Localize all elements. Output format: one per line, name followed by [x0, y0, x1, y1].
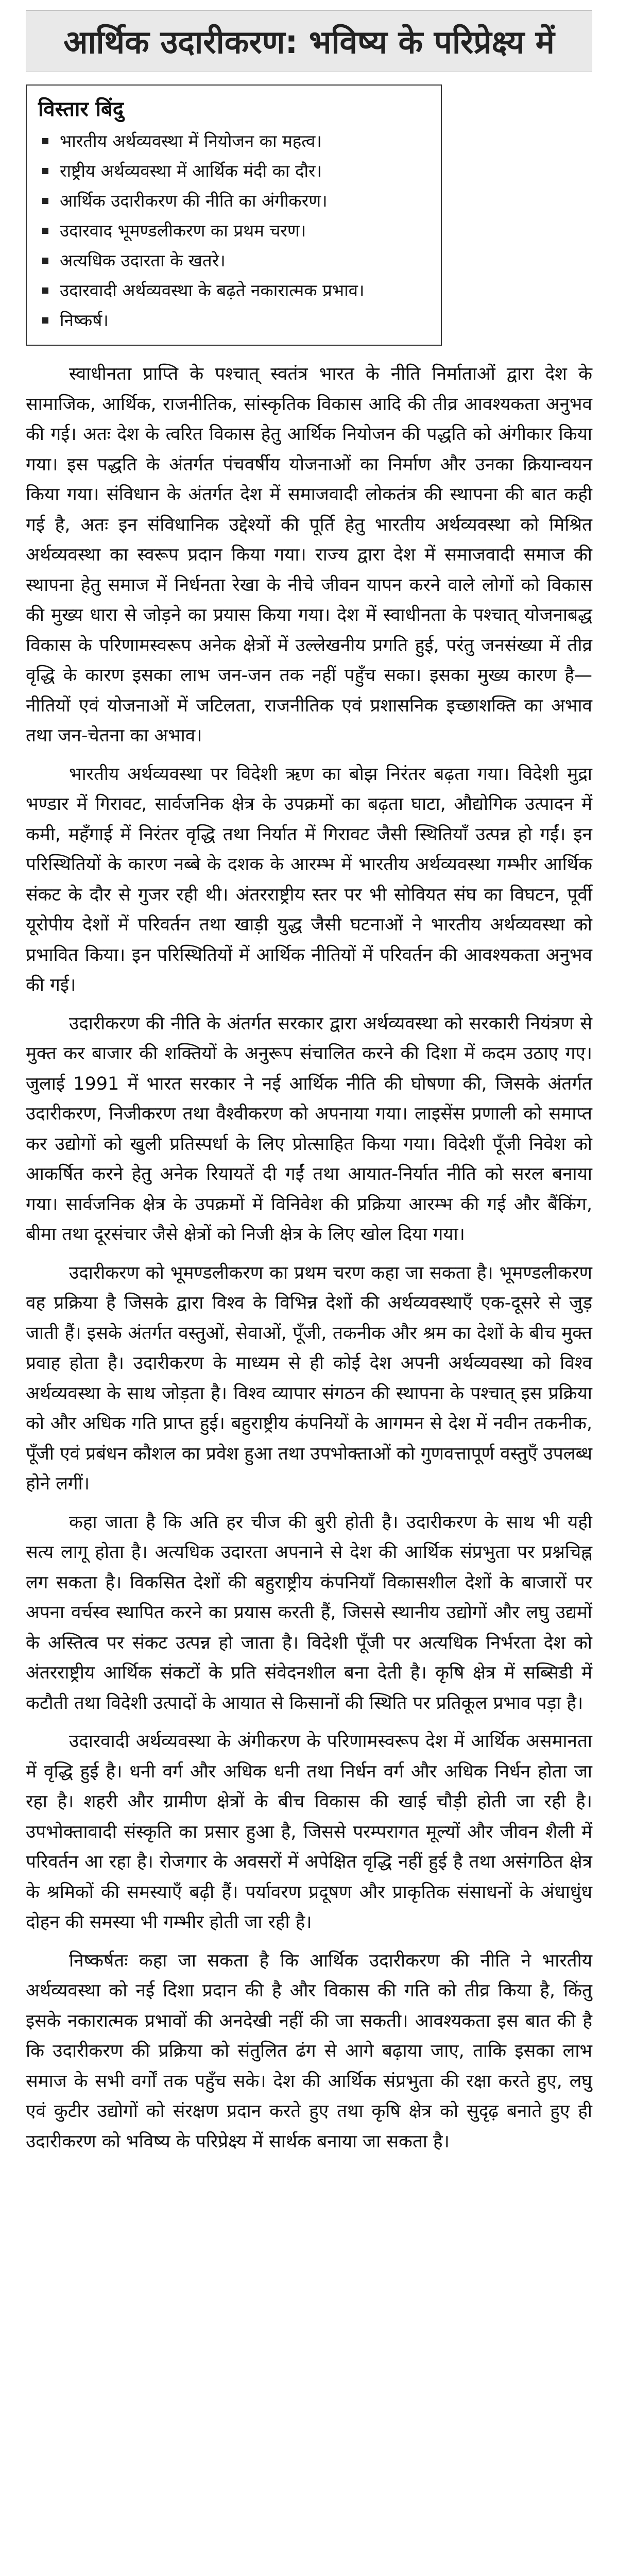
square-bullet-icon — [42, 287, 48, 294]
outline-item — [38, 276, 430, 306]
outline-item-text: उदारवादी अर्थव्यवस्था के बढ़ते नकारात्मक प्रभाव। — [60, 280, 365, 300]
outline-item-text: आर्थिक उदारीकरण की नीति का अंगीकरण। — [60, 191, 328, 211]
square-bullet-icon — [42, 138, 48, 144]
square-bullet-icon — [42, 168, 48, 174]
essay-body — [26, 359, 592, 2157]
paragraph: भारतीय अर्थव्यवस्था पर विदेशी ऋण का बोझ निरंतर बढ़ता गया। विदेशी मुद्रा भण्डार में गिरावट, सार्वजनिक क्षेत्र के उपक्रमों का बढ़ता घाटा, औद्योगिक उत्पादन में कमी, महँगाई में निरंतर वृद्धि तथा निर्यात में गिरावट जैसी स्थितियाँ उत्पन्न हो गईं। इन परिस्थितियों के कारण नब्बे के दशक के आरम्भ में भारतीय अर्थव्यवस्था गम्भीर आर्थिक संकट के दौर से गुजर रही थी। अंतरराष्ट्रीय स्तर पर भी सोवियत संघ का विघटन, पूर्वी यूरोपीय देशों में परिवर्तन तथा खाड़ी युद्ध जैसी घटनाओं ने भारतीय अर्थव्यवस्था को प्रभावित किया। इन परिस्थितियों में आर्थिक नीतियों में परिवर्तन की आवश्यकता अनुभव की गई। — [26, 764, 593, 995]
square-bullet-icon — [42, 317, 48, 324]
paragraph: कहा जाता है कि अति हर चीज की बुरी होती है। उदारीकरण के साथ भी यही सत्य लागू होता है। अत्यधिक उदारता अपनाने से देश की आर्थिक संप्रभुता पर प्रश्नचिह्न लग सकता है। विकसित देशों की बहुराष्ट्रीय कंपनियाँ विकासशील देशों के बाजारों पर अपना वर्चस्व स्थापित करने का प्रयास करती हैं, जिससे स्थानीय उद्योगों और लघु उद्यमों के अस्तित्व पर संकट उत्पन्न हो जाता है। विदेशी पूँजी पर अत्यधिक निर्भरता देश को अंतरराष्ट्रीय आर्थिक संकटों के प्रति संवेदनशील बना देती है। कृषि क्षेत्र में सब्सिडी में कटौती तथा विदेशी उत्पादों के आयात से किसानों की स्थिति पर प्रतिकूल प्रभाव पड़ा है। — [26, 1512, 592, 1714]
square-bullet-icon — [42, 258, 48, 264]
paragraph: स्वाधीनता प्राप्ति के पश्चात् स्वतंत्र भारत के नीति निर्माताओं द्वारा देश के सामाजिक, आर्थिक, राजनीतिक, सांस्कृतिक विकास आदि की तीव्र आवश्यकता अनुभव की गई। अतः देश के त्वरित विकास हेतु आर्थिक नियोजन की पद्धति को अंगीकार किया गया। इस पद्धति के अंतर्गत पंचवर्षीय योजनाओं का निर्माण और उनका क्रियान्वयन किया गया। संविधान के अंतर्गत देश में समाजवादी लोकतंत्र की स्थापना की बात कही गई है, अतः इन संविधानिक उद्देश्यों की पूर्ति हेतु भारतीय अर्थव्यवस्था को मिश्रित अर्थव्यवस्था का स्वरूप प्रदान किया गया। राज्य द्वारा देश में समाजवादी समाज की स्थापना हेतु समाज में निर्धनता रेखा के नीचे जीवन यापन करने वाले लोगों को विकास की मुख्य धारा से जोड़ने का प्रयास किया गया। देश में स्वाधीनता के पश्चात् योजनाबद्ध विकास के परिणामस्वरूप अनेक क्षेत्रों में उल्लेखनीय प्रगति हुई, परंतु जनसंख्या में तीव्र वृद्धि के कारण इसका लाभ जन-जन तक नहीं पहुँच सका। इसका मुख्य कारण है—नीतियों एवं योजनाओं में जटिलता, राजनीतिक एवं प्रशासनिक इच्छाशक्ति का अभाव तथा जन-चेतना का अभाव। — [26, 364, 592, 746]
square-bullet-icon — [42, 198, 48, 204]
outline-item-text: राष्ट्रीय अर्थव्यवस्था में आर्थिक मंदी का दौर। — [60, 161, 322, 181]
outline-box — [26, 84, 442, 346]
title-banner — [26, 10, 592, 72]
paragraph: उदारीकरण की नीति के अंतर्गत सरकार द्वारा अर्थव्यवस्था को सरकारी नियंत्रण से मुक्त कर बाजार की शक्तियों के अनुरूप संचालित करने की दिशा में कदम उठाए गए। जुलाई 1991 में भारत सरकार ने नई आर्थिक नीति की घोषणा की, जिसके अंतर्गत उदारीकरण, निजीकरण तथा वैश्वीकरण को अपनाया गया। लाइसेंस प्रणाली को समाप्त कर उद्योगों को खुली प्रतिस्पर्धा के लिए प्रोत्साहित किया गया। विदेशी पूँजी निवेश को आकर्षित करने हेतु अनेक रियायतें दी गईं तथा आयात-निर्यात नीति को सरल बनाया गया। सार्वजनिक क्षेत्र के उपक्रमों में विनिवेश की प्रक्रिया आरम्भ की गई और बैंकिंग, बीमा तथा दूरसंचार जैसे क्षेत्रों को निजी क्षेत्र के लिए खोल दिया गया। — [26, 1013, 592, 1245]
outline-item — [38, 186, 430, 216]
outline-heading: विस्तार बिंदु — [38, 97, 124, 121]
outline-item — [38, 306, 430, 335]
outline-list — [38, 126, 430, 335]
page-title: आर्थिक उदारीकरण: भविष्य के परिप्रेक्ष्य में — [63, 23, 555, 61]
outline-item-text: उदारवाद भूमण्डलीकरण का प्रथम चरण। — [60, 221, 306, 241]
paragraph: उदारीकरण को भूमण्डलीकरण का प्रथम चरण कहा जा सकता है। भूमण्डलीकरण वह प्रक्रिया है जिसके द्वारा विश्व के विभिन्न देशों की अर्थव्यवस्थाएँ एक-दूसरे से जुड़ जाती हैं। इसके अंतर्गत वस्तुओं, सेवाओं, पूँजी, तकनीक और श्रम का देशों के बीच मुक्त प्रवाह होता है। उदारीकरण के माध्यम से ही कोई देश अपनी अर्थव्यवस्था को विश्व अर्थव्यवस्था के साथ जोड़ता है। विश्व व्यापार संगठन की स्थापना के पश्चात् इस प्रक्रिया को और अधिक गति प्राप्त हुई। बहुराष्ट्रीय कंपनियों के आगमन से देश में नवीन तकनीक, पूँजी एवं प्रबंधन कौशल का प्रवेश हुआ तथा उपभोक्ताओं को गुणवत्तापूर्ण वस्तुएँ उपलब्ध होने लगीं। — [26, 1262, 592, 1494]
outline-item-text: भारतीय अर्थव्यवस्था में नियोजन का महत्व। — [60, 131, 322, 151]
outline-item — [38, 126, 430, 156]
outline-item — [38, 246, 430, 276]
paragraph: उदारवादी अर्थव्यवस्था के अंगीकरण के परिणामस्वरूप देश में आर्थिक असमानता में वृद्धि हुई है। धनी वर्ग और अधिक धनी तथा निर्धन वर्ग और अधिक निर्धन होता जा रहा है। शहरी और ग्रामीण क्षेत्रों के बीच विकास की खाई चौड़ी होती जा रही है। उपभोक्तावादी संस्कृति का प्रसार हुआ है, जिससे परम्परागत मूल्यों और जीवन शैली में परिवर्तन आ रहा है। रोजगार के अवसरों में अपेक्षित वृद्धि नहीं हुई है तथा असंगठित क्षेत्र के श्रमिकों की समस्याएँ बढ़ी हैं। पर्यावरण प्रदूषण और प्राकृतिक संसाधनों के अंधाधुंध दोहन की समस्या भी गम्भीर होती जा रही है। — [26, 1731, 592, 1933]
square-bullet-icon — [42, 228, 48, 234]
outline-item-text: अत्यधिक उदारता के खतरे। — [60, 250, 226, 270]
outline-item — [38, 156, 430, 186]
outline-item-text: निष्कर्ष। — [60, 310, 109, 330]
outline-item — [38, 216, 430, 246]
paragraph: निष्कर्षतः कहा जा सकता है कि आर्थिक उदारीकरण की नीति ने भारतीय अर्थव्यवस्था को नई दिशा प्रदान की है और विकास की गति को तीव्र किया है, किंतु इसके नकारात्मक प्रभावों की अनदेखी नहीं की जा सकती। आवश्यकता इस बात की है कि उदारीकरण की प्रक्रिया को संतुलित ढंग से आगे बढ़ाया जाए, ताकि इसका लाभ समाज के सभी वर्गों तक पहुँच सके। देश की आर्थिक संप्रभुता की रक्षा करते हुए, लघु एवं कुटीर उद्योगों को संरक्षण प्रदान करते हुए तथा कृषि क्षेत्र को सुदृढ़ बनाते हुए ही उदारीकरण को भविष्य के परिप्रेक्ष्य में सार्थक बनाया जा सकता है। — [26, 1950, 592, 2152]
